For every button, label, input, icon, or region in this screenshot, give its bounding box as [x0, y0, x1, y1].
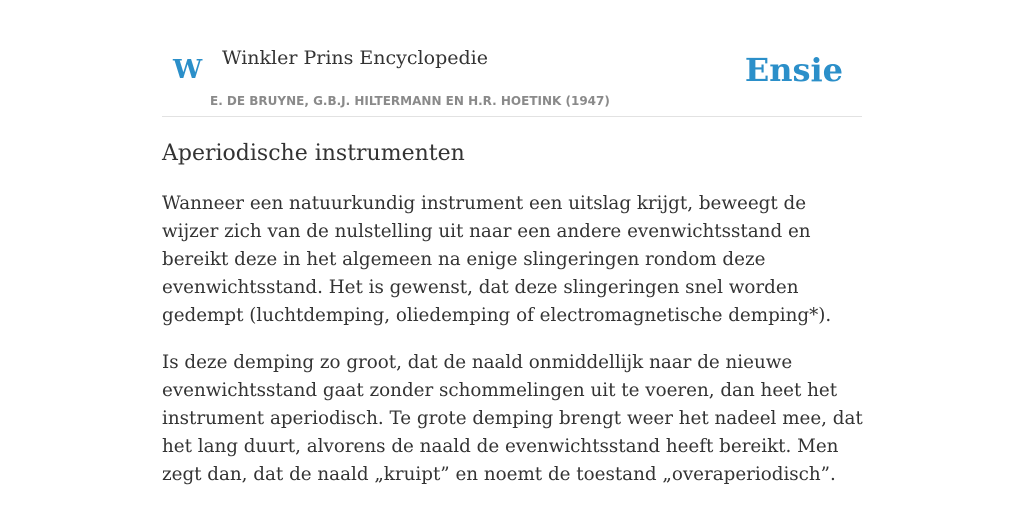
page-header [162, 0, 862, 117]
ensie-brand-logo[interactable]: Ensie [744, 51, 843, 89]
article [162, 138, 864, 489]
encyclopedia-logo[interactable]: W [173, 55, 203, 85]
article-paragraph: Is deze demping zo groot, dat de naald onmiddellijk naar de nieuwe evenwichtsstand gaat zonder schommelingen uit te voeren, dan heet het instrument aperiodisch. Te grote demping brengt weer het nadeel mee, dat het lang duurt, alvorens de naald de evenwichtsstand heeft bereikt. Men zegt dan, dat de naald „kruipt” en noemt de toestand „overaperiodisch”. [162, 352, 863, 485]
encyclopedia-title[interactable]: Winkler Prins Encyclopedie [222, 47, 488, 69]
article-paragraph: Wanneer een natuurkundig instrument een uitslag krijgt, beweegt de wijzer zich van de nulstelling uit naar een andere evenwichtsstand en bereikt deze in het algemeen na enige slingeringen rondom deze evenwichtsstand. Het is gewenst, dat deze slingeringen snel worden gedempt (luchtdemping, oliedemping of electromagnetische demping*). [162, 193, 832, 326]
encyclopedia-authors: E. DE BRUYNE, G.B.J. HILTERMANN EN H.R. HOETINK (1947) [210, 94, 610, 108]
article-title: Aperiodische instrumenten [162, 141, 465, 166]
